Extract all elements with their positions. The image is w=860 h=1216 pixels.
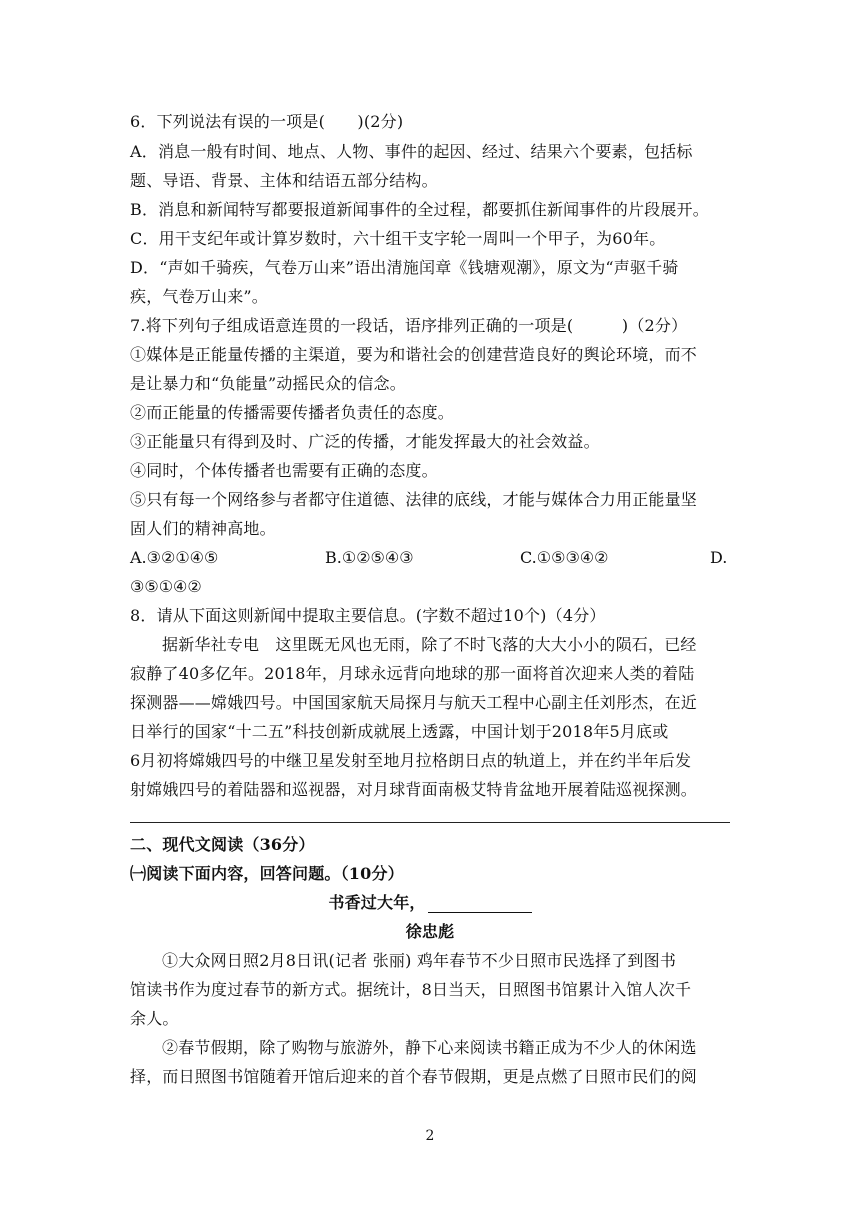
q8-news-line6: 射嫦娥四号的着陆器和巡视器，对月球背面南极艾特肯盆地开展着陆巡视探测。 (130, 780, 698, 799)
title-fill-blank (428, 894, 532, 913)
q6-option-d-line1: D．“声如千骑疾，气卷万山来”语出清施闰章《钱塘观潮》，原文为“声驱千骑 (130, 258, 679, 277)
page-number: 2 (425, 1128, 435, 1144)
q8-news-line4: 日举行的国家“十二五”科技创新成就展上透露，中国计划于2018年5月底或 (130, 722, 669, 741)
section-2-subheading: ㈠阅读下面内容，回答问题。（10分） (130, 864, 404, 883)
q7-option-b: B.①②⑤④③ (325, 548, 414, 567)
article-author: 徐忠彪 (405, 922, 455, 941)
article-para1-line3: 余人。 (130, 1009, 179, 1028)
q6-option-a-line1: A．消息一般有时间、地点、人物、事件的起因、经过、结果六个要素，包括标 (130, 142, 693, 161)
q7-option-c: C.①⑤③④② (520, 548, 609, 567)
q6-option-a-line2: 题、导语、背景、主体和结语五部分结构。 (130, 171, 438, 190)
q7-option-d-value: ③⑤①④② (130, 577, 202, 596)
q7-option-a: A.③②①④⑤ (130, 548, 219, 567)
answer-line-divider (130, 822, 730, 823)
q8-news-line3: 探测器——嫦娥四号。中国国家航天局探月与航天工程中心副主任刘彤杰，在近 (130, 693, 698, 712)
q7-stem: 7.将下列句子组成语意连贯的一段话，语序排列正确的一项是( )（2分） (130, 316, 688, 335)
q8-stem: 8．请从下面这则新闻中提取主要信息。(字数不超过10个)（4分） (130, 606, 606, 625)
section-2-heading: 二、现代文阅读（36分） (130, 835, 315, 854)
q8-news-line2: 寂静了40多亿年。2018年，月球永远背向地球的那一面将首次迎来人类的着陆 (130, 664, 695, 683)
article-para1-line2: 馆读书作为度过春节的新方式。据统计，8日当天，日照图书馆累计入馆人次千 (130, 980, 692, 999)
article-para2-line2: 择，而日照图书馆随着开馆后迎来的首个春节假期，更是点燃了日照市民们的阅 (130, 1067, 698, 1086)
q7-sentence-2: ②而正能量的传播需要传播者负责任的态度。 (130, 403, 455, 422)
article-para1-line1: ①大众网日照2月8日讯(记者 张丽) 鸡年春节不少日照市民选择了到图书 (162, 951, 677, 970)
q8-news-line1: 据新华社专电 这里既无风也无雨，除了不时飞落的大大小小的陨石，已经 (162, 635, 697, 654)
article-para2-line1: ②春节假期，除了购物与旅游外，静下心来阅读书籍正成为不少人的休闲选 (162, 1038, 697, 1057)
q6-option-d-line2: 疾，气卷万山来”。 (130, 287, 268, 306)
article-title-text: 书香过大年， (328, 893, 426, 912)
q7-sentence-5-line1: ⑤只有每一个网络参与者都守住道德、法律的底线，才能与媒体合力用正能量坚 (130, 490, 698, 509)
q7-sentence-1-line2: 是让暴力和“负能量”动摇民众的信念。 (130, 374, 406, 393)
q7-option-d-label: D. (710, 548, 728, 567)
q7-sentence-5-line2: 固人们的精神高地。 (130, 519, 276, 538)
article-title (130, 893, 730, 913)
q6-option-c: C．用干支纪年或计算岁数时，六十组干支字轮一周叫一个甲子，为60年。 (130, 229, 666, 248)
q6-option-b: B．消息和新闻特写都要报道新闻事件的全过程，都要抓住新闻事件的片段展开。 (130, 200, 709, 219)
q6-stem: 6．下列说法有误的一项是( )(2分) (130, 112, 404, 131)
q7-sentence-4: ④同时，个体传播者也需要有正确的态度。 (130, 461, 438, 480)
q8-news-line5: 6月初将嫦娥四号的中继卫星发射至地月拉格朗日点的轨道上，并在约半年后发 (130, 751, 692, 770)
q7-sentence-3: ③正能量只有得到及时、广泛的传播，才能发挥最大的社会效益。 (130, 432, 600, 451)
q7-sentence-1-line1: ①媒体是正能量传播的主渠道，要为和谐社会的创建营造良好的舆论环境，而不 (130, 345, 698, 364)
